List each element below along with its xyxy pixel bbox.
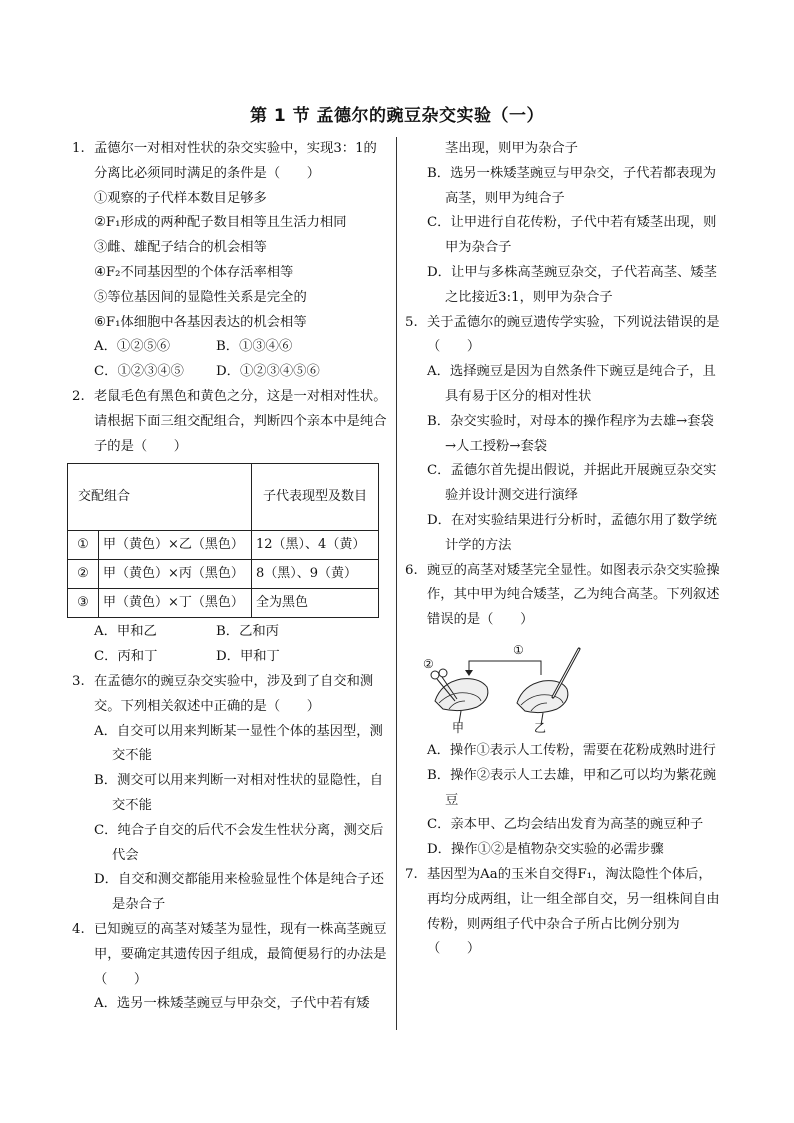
question-number: 3. [72,673,85,689]
question-number: 2. [72,388,85,404]
option-b: B．①③④⑥ [216,339,293,355]
question-number: 1. [72,141,85,156]
option-a-continuation: 茎出现，则甲为杂合子 [445,141,578,156]
question-2 [72,385,388,670]
result-cell: 全为黑色 [252,589,379,618]
option-b: B．测交可以用来判断一对相对性状的显隐性，自交不能 [94,773,384,813]
option-d: D．①②③④⑤⑥ [216,364,320,380]
option-b: B．乙和丙 [216,624,279,640]
arrow-line [469,661,541,675]
column-divider [396,137,397,1030]
scissors-icon [431,671,439,679]
pollination-diagram [421,639,591,735]
question-3 [72,670,388,918]
question-stem: 老鼠毛色有黑色和黄色之分，这是一对相对性状。请根据下面三组交配组合，判断四个亲本中是纯合子的是（ ） [94,388,387,454]
arrowhead-icon [465,670,473,676]
condition-item: ④F₂不同基因型的个体存活率相等 [94,264,294,280]
question-number: 6. [405,562,418,578]
cross-cell: 甲（黄色）×丙（黑色） [99,560,252,589]
question-4-continued [405,137,723,311]
question-stem: 孟德尔一对相对性状的杂交实验中，实现3：1的分离比必须同时满足的条件是（ ） [94,141,377,181]
option-a: A．操作①表示人工传粉，需要在花粉成熟时进行 [427,742,716,758]
option-a: A．自交可以用来判断某一显性个体的基因型，测交不能 [94,723,383,764]
option-a: A．选择豌豆是因为自然条件下豌豆是纯合子，且具有易于区分的相对性状 [427,364,716,404]
question-stem: 已知豌豆的高茎对矮茎为显性，现有一株高茎豌豆甲，要确定其遗传因子组成，最简便易行的办法是（ ） [94,921,387,987]
result-cell: 12（黑）、4（黄） [252,531,379,560]
left-column [72,137,388,1017]
condition-item: ⑤等位基因间的显隐性关系是完全的 [94,289,307,305]
result-cell: 8（黑）、9（黄） [252,560,379,589]
pollination-drawing [421,639,591,735]
plant-label-left: 甲 [452,720,465,735]
condition-item: ①观察的子代样本数目足够多 [94,190,267,206]
row-number: ① [68,531,99,560]
cross-cell: 甲（黄色）×乙（黑色） [99,531,252,560]
operation-1-label: ① [513,642,524,657]
question-1 [72,137,388,385]
cross-cell: 甲（黄色）×丁（黑色） [99,589,252,618]
condition-item: ②F₁形成的两种配子数目相等且生活力相同 [94,215,347,231]
option-c: C．亲本甲、乙均会结出发育为高茎的豌豆种子 [427,817,704,833]
mating-table [67,463,379,618]
question-stem: 在孟德尔的豌豆杂交实验中，涉及到了自交和测交。下列相关叙述中正确的是（ ） [94,673,374,714]
operation-2-label: ② [423,656,434,671]
table-row [68,531,379,560]
question-5 [405,311,723,559]
row-number: ③ [68,589,99,618]
question-6 [405,559,723,863]
condition-item: ⑥F₁体细胞中各基因表达的机会相等 [94,314,307,330]
question-7 [405,863,723,962]
question-stem: 基因型为Aa的玉米自交得F₁，淘汰隐性个体后，再均分成两组，让一组全部自交，另一组株间自由传粉，则两组子代中杂合子所占比例分别为（ ） [427,866,720,957]
question-stem: 关于孟德尔的豌豆遗传学实验，下列说法错误的是（ ） [427,314,720,355]
option-a: A．①②⑤⑥ [94,339,171,355]
question-number: 5. [405,314,418,330]
page-title: 第 1 节 孟德尔的豌豆杂交实验（一） [249,106,545,126]
condition-item: ③雌、雄配子结合的机会相等 [94,240,267,256]
flower-left-icon [435,679,488,711]
table-row [68,589,379,618]
option-b: B．杂交实验时，对母本的操作程序为去雄→套袋→人工授粉→套袋 [427,413,714,454]
option-b: B．操作②表示人工去雄，甲和乙可以均为紫花豌豆 [427,767,717,808]
table-header-result: 子代表现型及数目 [252,464,379,531]
option-c: C．纯合子自交的后代不会发生性状分离，测交后代会 [94,822,384,863]
question-stem: 豌豆的高茎对矮茎完全显性。如图表示杂交实验操作，其中甲为纯合矮茎，乙为纯合高茎。下列叙述错误的是（ ） [427,562,720,628]
option-c: C．孟德尔首先提出假说，并据此开展豌豆杂交实验并设计测交进行演绎 [427,463,717,504]
option-d: D．甲和丁 [216,649,280,665]
option-d: D．在对实验结果进行分析时，孟德尔用了数学统计学的方法 [427,512,717,553]
option-c: C．①②③④⑤ [94,364,184,380]
right-column [405,137,723,962]
option-c: C．让甲进行自花传粉，子代中若有矮茎出现，则甲为杂合子 [427,215,717,256]
question-number: 4. [72,921,85,937]
table-row [68,560,379,589]
question-4 [72,918,388,1017]
table-header-cross: 交配组合 [68,464,252,531]
question-number: 7. [405,866,418,882]
option-a: A．选另一株矮茎豌豆与甲杂交，子代中若有矮 [94,996,370,1012]
row-number: ② [68,560,99,589]
plant-label-right: 乙 [534,720,547,735]
option-b: B．选另一株矮茎豌豆与甲杂交，子代若都表现为高茎，则甲为纯合子 [427,165,717,206]
option-c: C．丙和丁 [94,649,158,665]
option-d: D．让甲与多株高茎豌豆杂交，子代若高茎、矮茎之比接近3:1，则甲为杂合子 [427,264,717,305]
option-d: D．自交和测交都能用来检验显性个体是纯合子还是杂合子 [94,872,384,913]
option-a: A．甲和乙 [94,624,157,640]
option-d: D．操作①②是植物杂交实验的必需步骤 [427,842,664,858]
